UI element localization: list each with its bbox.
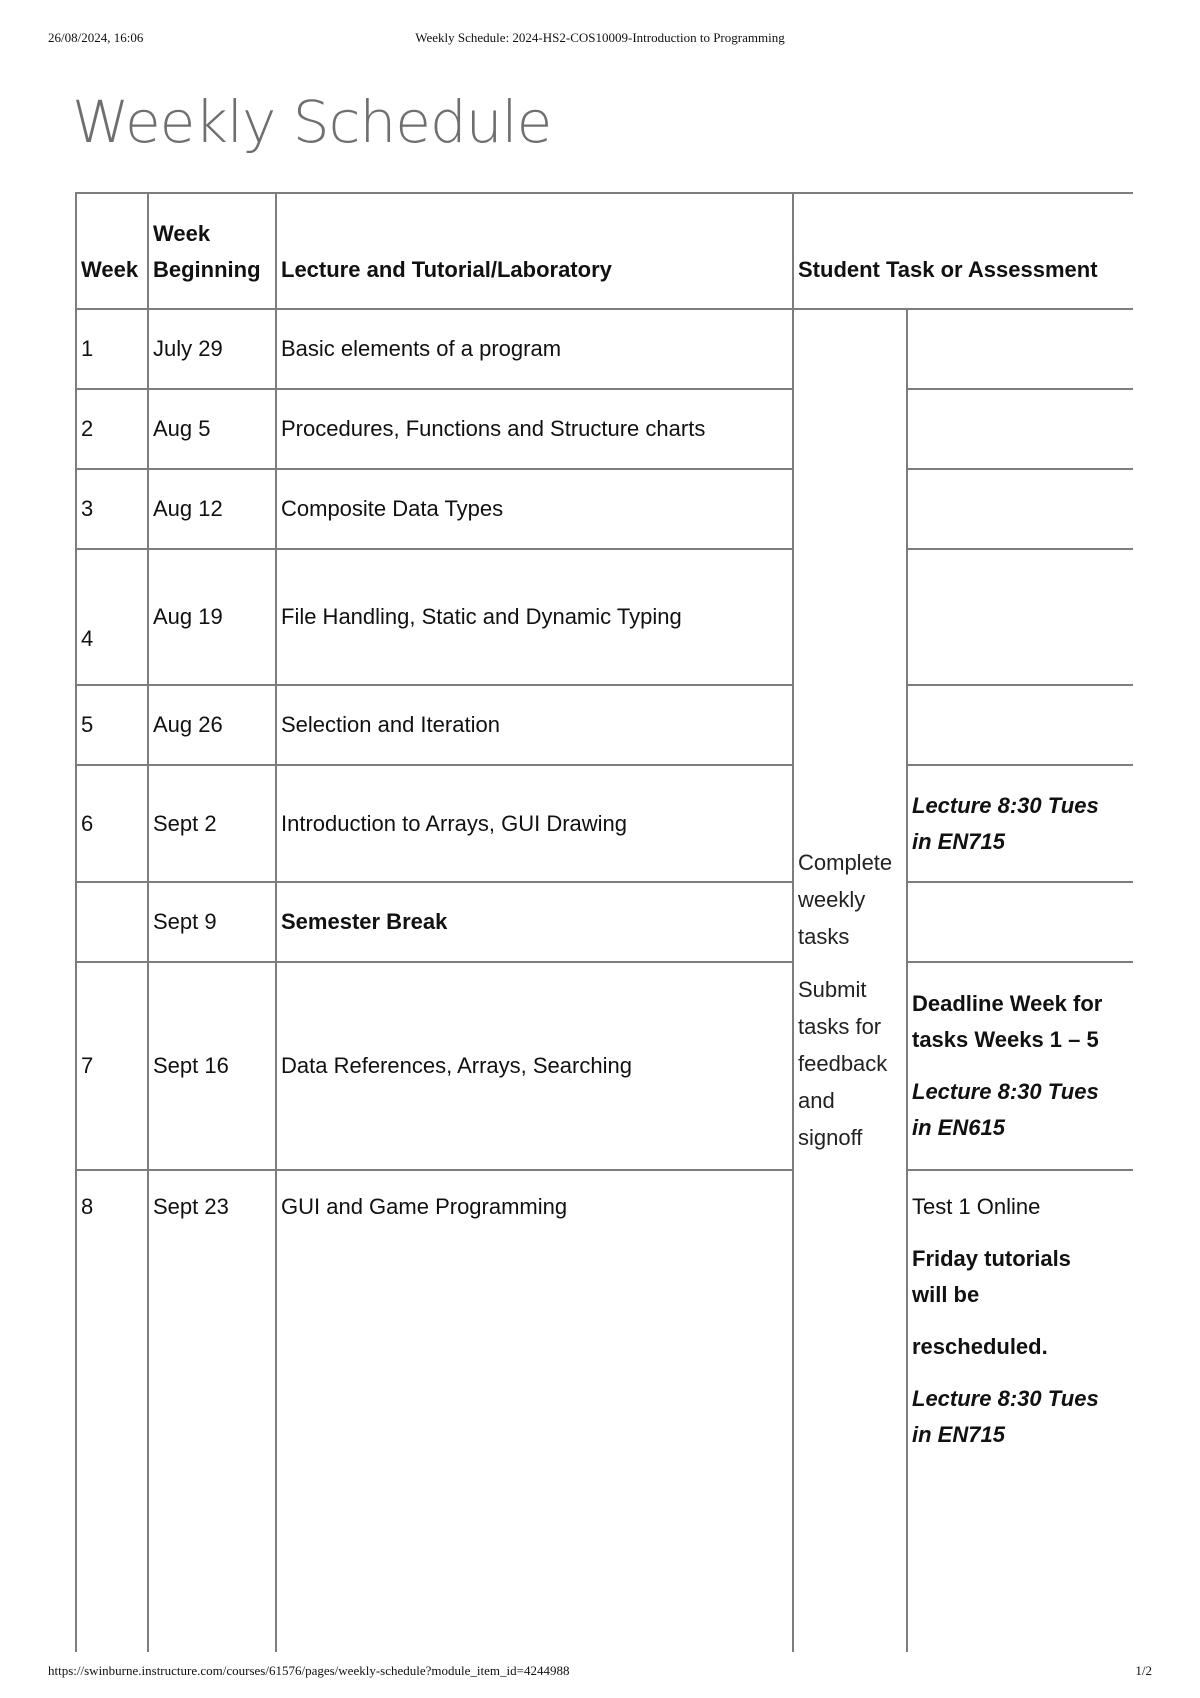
assessment-cell xyxy=(907,765,1133,882)
lecture-note: Lecture 8:30 Tues xyxy=(912,1079,1099,1104)
header-lecture: Lecture and Tutorial/Laboratory xyxy=(276,193,793,309)
friday-note: rescheduled. xyxy=(912,1334,1048,1359)
lecture-topic: Selection and Iteration xyxy=(276,685,793,765)
week-number-text: 4 xyxy=(81,626,94,651)
week-beginning: Sept 9 xyxy=(148,882,276,962)
lecture-topic: Basic elements of a program xyxy=(276,309,793,389)
assessment-cell xyxy=(907,962,1133,1170)
page-title: Weekly Schedule xyxy=(72,88,552,156)
lecture-topic: Procedures, Functions and Structure charts xyxy=(276,389,793,469)
table-row xyxy=(76,685,1133,765)
deadline-note: Deadline Week for xyxy=(912,991,1103,1016)
week-beginning: Aug 19 xyxy=(148,549,276,685)
week-beginning: Aug 12 xyxy=(148,469,276,549)
assessment-cell xyxy=(907,469,1133,549)
assessment-cell xyxy=(907,1170,1133,1652)
week-number xyxy=(76,549,148,685)
table-row xyxy=(76,962,1133,1170)
week-number: 1 xyxy=(76,309,148,389)
week-beginning: Sept 23 xyxy=(148,1170,276,1652)
assess-spacer xyxy=(912,1365,1129,1381)
header-week-beginning-line2: Beginning xyxy=(153,257,261,282)
schedule-table-container xyxy=(75,192,1133,1652)
header-week-beginning xyxy=(148,193,276,309)
lecture-topic: Introduction to Arrays, GUI Drawing xyxy=(276,765,793,882)
print-url: https://swinburne.instructure.com/courses/61576/pages/weekly-schedule?module_item_id=4244988 xyxy=(48,1663,570,1678)
header-student-task: Student Task or Assessment xyxy=(793,193,1133,309)
table-row xyxy=(76,1170,1133,1652)
week-number: 8 xyxy=(76,1170,148,1652)
task-line: tasks for xyxy=(798,1013,882,1039)
assessment-cell xyxy=(907,389,1133,469)
lecture-room: in EN615 xyxy=(912,1115,1005,1140)
student-task-merged-cell xyxy=(793,309,907,1652)
print-footer xyxy=(48,1663,1152,1683)
friday-note: Friday tutorials xyxy=(912,1246,1071,1271)
table-header-row xyxy=(76,193,1133,309)
lecture-topic: Data References, Arrays, Searching xyxy=(276,962,793,1170)
table-row xyxy=(76,469,1133,549)
week-beginning: Sept 2 xyxy=(148,765,276,882)
table-row xyxy=(76,309,1133,389)
deadline-note: tasks Weeks 1 – 5 xyxy=(912,1027,1099,1052)
task-spacer xyxy=(798,955,902,971)
task-line: and xyxy=(798,1087,835,1113)
week-number: 6 xyxy=(76,765,148,882)
task-line: signoff xyxy=(798,1124,863,1150)
assessment-cell xyxy=(907,882,1133,962)
week-number: 7 xyxy=(76,962,148,1170)
print-datetime: 26/08/2024, 16:06 xyxy=(48,30,144,45)
print-header xyxy=(48,30,1152,50)
week-beginning: Sept 16 xyxy=(148,962,276,1170)
table-row xyxy=(76,765,1133,882)
task-line: Complete xyxy=(798,849,893,875)
assessment-cell xyxy=(907,685,1133,765)
table-row xyxy=(76,389,1133,469)
assess-spacer xyxy=(912,1225,1129,1241)
week-number: 5 xyxy=(76,685,148,765)
print-doc-title: Weekly Schedule: 2024-HS2-COS10009-Introduction to Programming xyxy=(415,30,785,45)
task-line: Submit xyxy=(798,976,867,1002)
header-week: Week xyxy=(76,193,148,309)
table-row xyxy=(76,882,1133,962)
assessment-cell xyxy=(907,549,1133,685)
week-number xyxy=(76,882,148,962)
task-line: tasks xyxy=(798,923,850,949)
task-line: weekly xyxy=(798,886,866,912)
lecture-topic: GUI and Game Programming xyxy=(276,1170,793,1652)
lecture-note: Lecture 8:30 Tues xyxy=(912,1386,1099,1411)
task-line: feedback xyxy=(798,1050,888,1076)
lecture-room: in EN715 xyxy=(912,1422,1005,1447)
assess-spacer xyxy=(912,1058,1129,1074)
table-row xyxy=(76,549,1133,685)
lecture-room: in EN715 xyxy=(912,828,1005,854)
week-beginning: Aug 5 xyxy=(148,389,276,469)
lecture-note: Lecture 8:30 Tues xyxy=(912,792,1099,818)
assessment-cell xyxy=(907,309,1133,389)
assess-spacer xyxy=(912,1313,1129,1329)
week-number: 2 xyxy=(76,389,148,469)
header-week-beginning-line1: Week xyxy=(153,221,211,246)
week-beginning: July 29 xyxy=(148,309,276,389)
test-note: Test 1 Online xyxy=(912,1194,1041,1219)
schedule-table xyxy=(75,192,1133,1652)
lecture-topic: Semester Break xyxy=(276,882,793,962)
lecture-topic: File Handling, Static and Dynamic Typing xyxy=(276,549,793,685)
lecture-topic: Composite Data Types xyxy=(276,469,793,549)
week-beginning: Aug 26 xyxy=(148,685,276,765)
print-page-number: 1/2 xyxy=(1135,1663,1152,1678)
week-number: 3 xyxy=(76,469,148,549)
friday-note: will be xyxy=(912,1282,980,1307)
